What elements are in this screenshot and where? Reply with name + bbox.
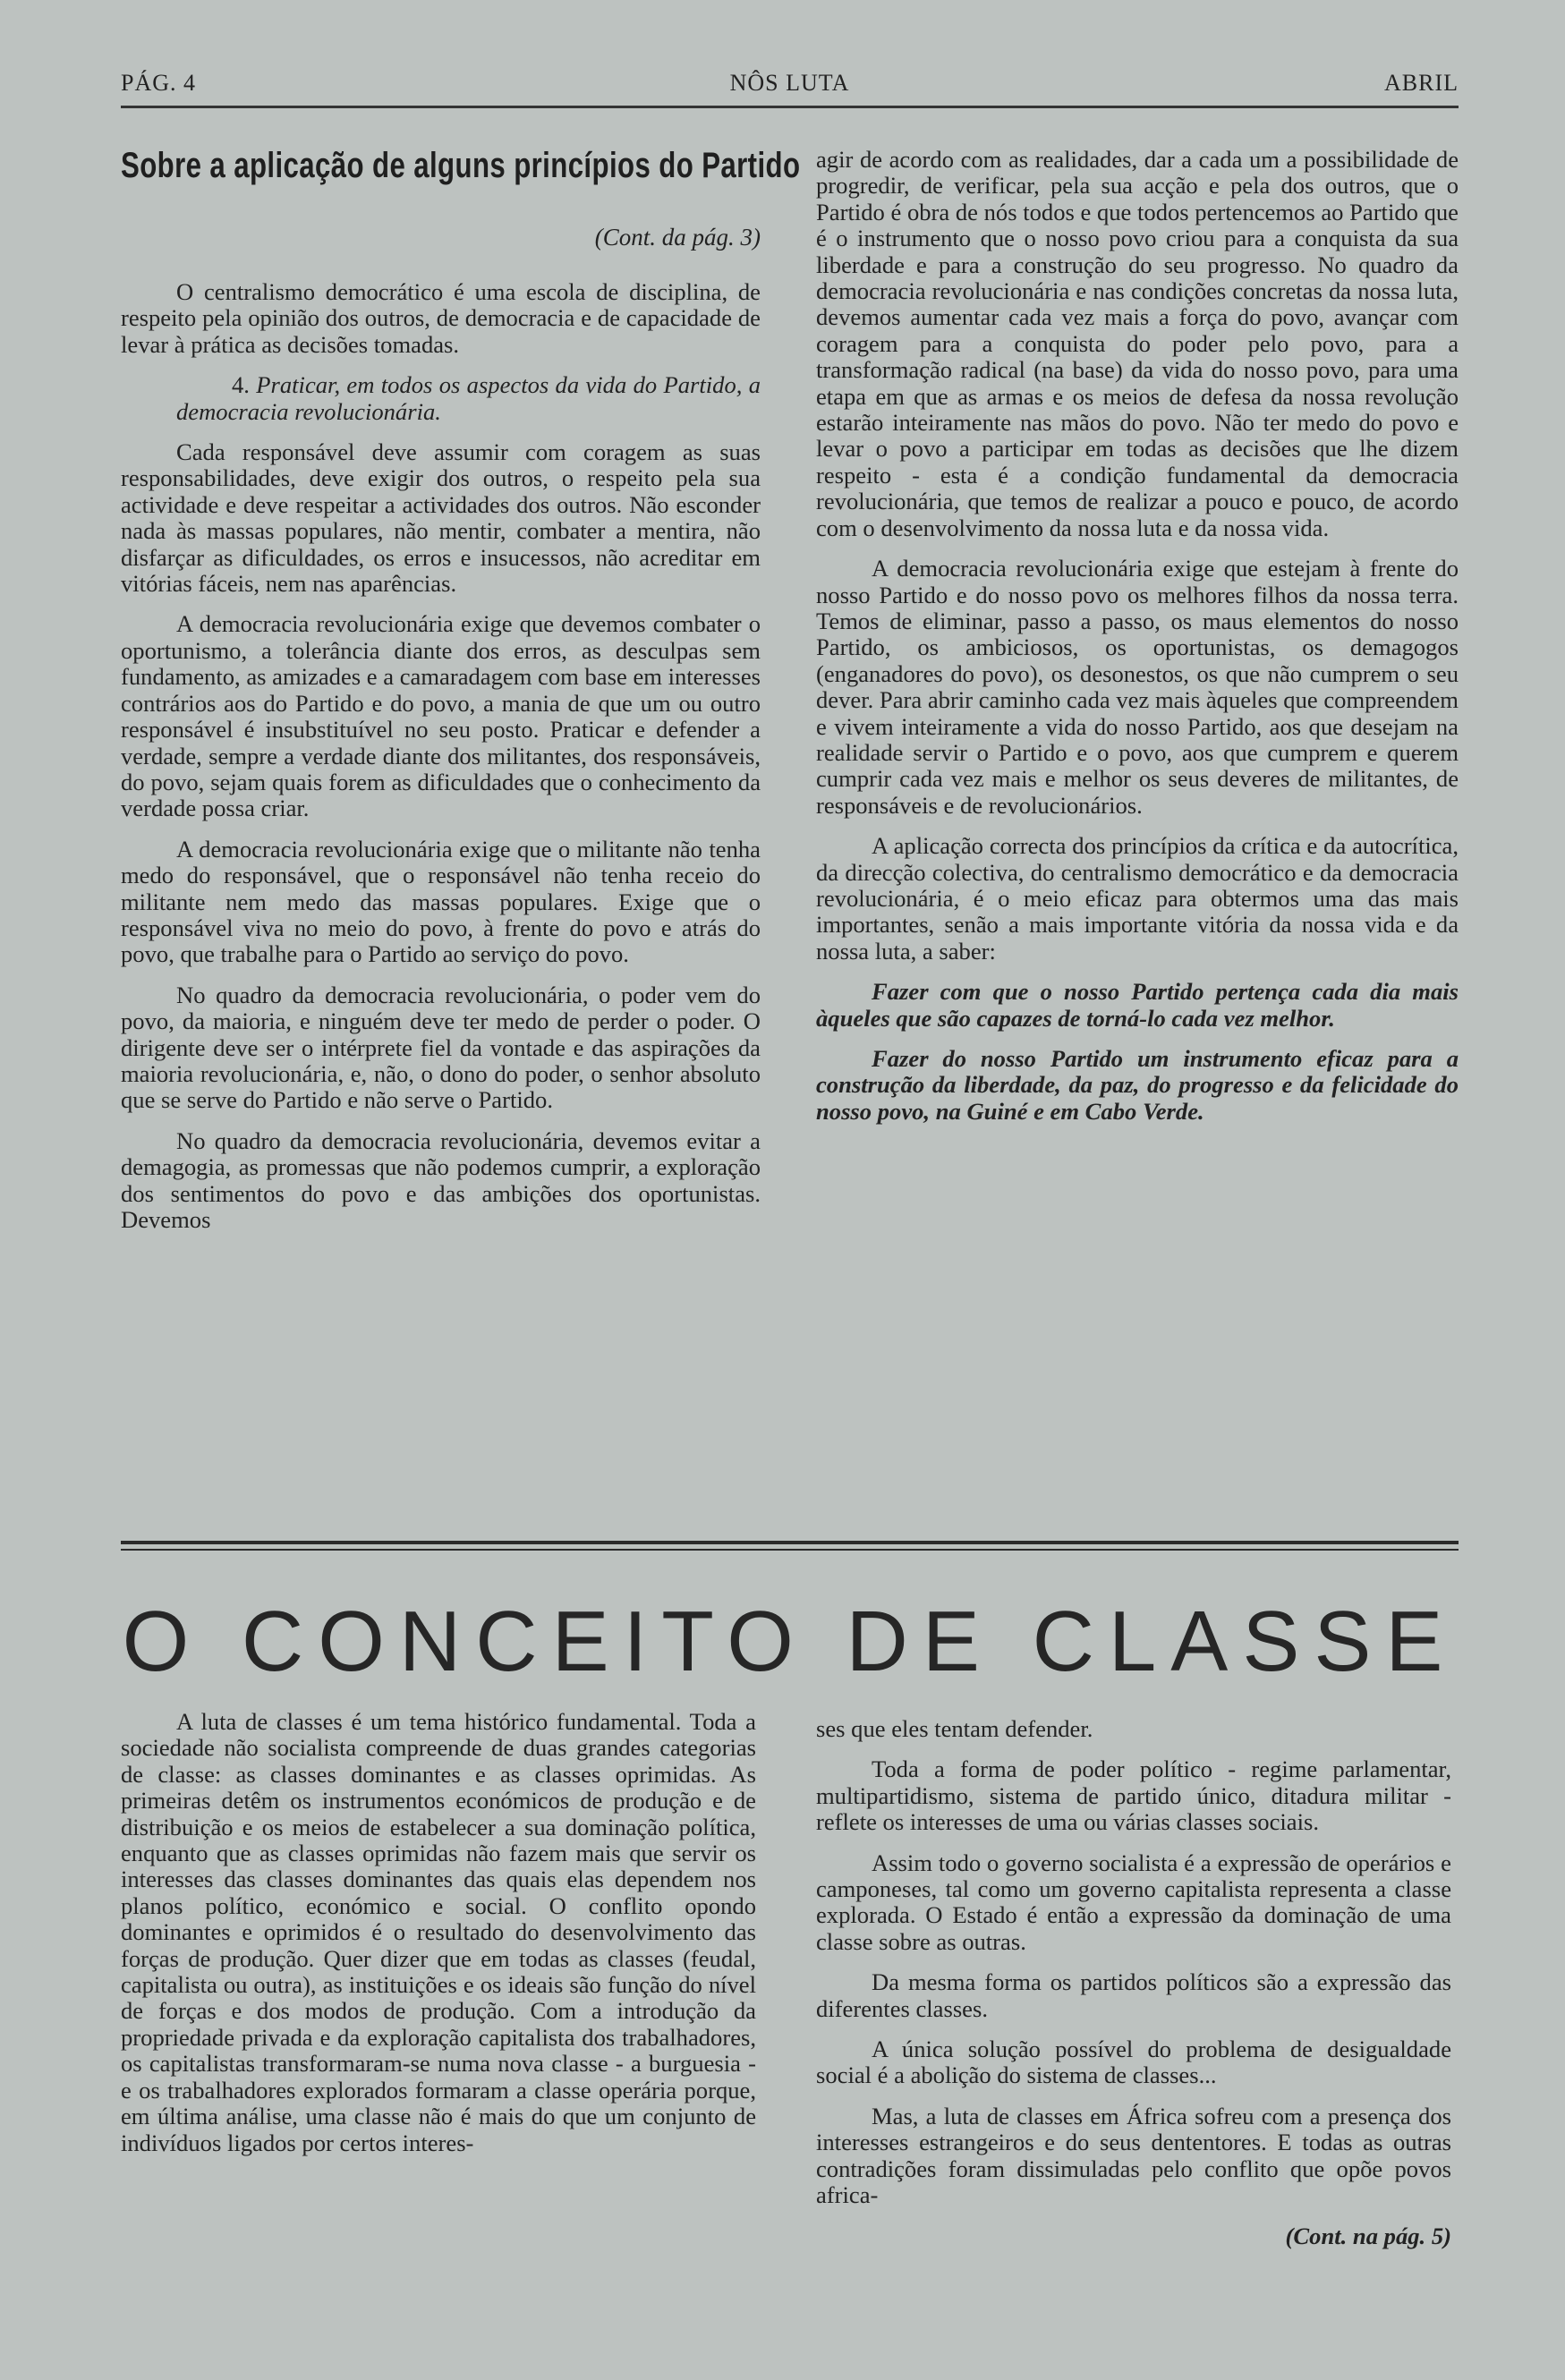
article2-paragraph: Da mesma forma os partidos políticos são a expressão das diferentes classes. [816, 1968, 1451, 2022]
article2-paragraph: A luta de classes é um tema histórico fundamental. Toda a sociedade não socialista compreende de duas grandes categorias de classe: as classes dominantes e as classes oprimidas. As primeiras detêm os instrumentos económicos de produção e de distribuição e os meios de estabelecer a sua dominação política, enquanto que as classes oprimidas não fazem mais que servir os interesses das classes dominantes das quais elas dependem nos planos político, económico e social. O conflito opondo dominantes e oprimidos é o resultado do desenvolvimento das forças de produção. Quer dizer que em todas as classes (feudal, capitalista ou outra), as instituições e os ideais são função do nível de forças e dos modos de produção. Com a introdução da propriedade privada e da exploração capitalista dos trabalhadores, os capitalistas transformaram-se numa nova classe - a burguesia - e os trabalhadores explorados formaram a classe operária porque, em última análise, uma classe não é mais do que um conjunto de indivíduos ligados por certos interes- [121, 1708, 756, 2156]
article2-title: O CONCEITO DE CLASSE [122, 1594, 1458, 1689]
article1-paragraph: A democracia revolucionária exige que devemos combater o oportunismo, a tolerância diante dos erros, as desculpas sem fundamento, as amizades e a camaradagem com base em interesses contrários aos do Partido e do povo, a mania de que um ou outro responsável é insubstituível no seu posto. Praticar e defender a verdade, sempre a verdade diante dos militantes, dos responsáveis, do povo, sejam quais forem as dificuldades que o conhecimento da verdade possa criar. [121, 610, 761, 822]
article1-paragraph: A aplicação correcta dos princípios da crítica e da autocrítica, da direcção colectiva, do centralismo democrático e da democracia revolucionária, é o meio eficaz para obtermos uma das mais importantes, senão a mais importante vitória da nossa vida e da nossa luta, a saber: [816, 832, 1459, 965]
article1-continued-from: (Cont. da pág. 3) [594, 224, 761, 251]
article1-paragraph: Cada responsável deve assumir com coragem as suas responsabilidades, deve exigir dos outros, o respeito pela sua actividade e deve respeitar a actividades dos outros. Não esconder nada às massas populares, não mentir, combater a mentira, não disfarçar as dificuldades, os erros e insucessos, não acreditar em vitórias fáceis, nem nas aparências. [121, 438, 761, 598]
article1-title: Sobre a aplicação de alguns princípios do Partido [121, 146, 801, 185]
article2-right-column [816, 1716, 1451, 2264]
article2-continued-to: (Cont. na pág. 5) [1285, 2222, 1451, 2249]
article2-paragraph: Mas, a luta de classes em África sofreu com a presença dos interesses estrangeiros e do seus dententores. E todas as outras contradições foram dissimuladas pelo conflito que opõe povos africa- [816, 2102, 1451, 2209]
article1-paragraph: No quadro da democracia revolucionária, devemos evitar a demagogia, as promessas que não podemos cumprir, a exploração dos sentimentos do povo e das ambições dos oportunistas. Devemos [121, 1126, 761, 1233]
article1-paragraph: No quadro da democracia revolucionária, o poder vem do povo, da maioria, e ninguém deve ter medo de perder o poder. O dirigente deve ser o intérprete fiel da vontade e das aspirações da maioria revolucionária, e, não, o dono do poder, o senhor absoluto que se serve do Partido e não serve o Partido. [121, 981, 761, 1114]
page-header [121, 70, 1459, 108]
issue-month: ABRIL [1384, 70, 1459, 96]
section-divider-thin [121, 1549, 1459, 1551]
article1-right-column [816, 147, 1459, 1139]
article1-paragraph: A democracia revolucionária exige que o militante não tenha medo do responsável, que o responsável não tenha receio do militante nem medo das massas populares. Exige que o responsável viva no meio do povo, à frente do povo e atrás do povo, que trabalhe para o Partido ao serviço do povo. [121, 835, 761, 968]
article2-paragraph: A única solução possível do problema de desigualdade social é a abolição do sistema de classes... [816, 2036, 1451, 2089]
article1-paragraph: O centralismo democrático é uma escola de disciplina, de respeito pela opinião dos outros, de democracia e de capacidade de levar à prática as decisões tomadas. [121, 278, 761, 358]
article1-paragraph: A democracia revolucionária exige que estejam à frente do nosso Partido e do nosso povo os melhores filhos da nossa terra. Temos de eliminar, passo a passo, os maus elementos do nosso Partido, os ambiciosos, os oportunistas, os demagogos (enganadores do povo), os desonestos, os que não cumprem o seu dever. Para abrir caminho cada vez mais àqueles que compreendem e vivem inteiramente a vida do nosso Partido, aos que desejam na realidade servir o Partido e o povo, aos que cumprem e querem cumprir cada vez mais e melhor os seus deveres de militantes, de responsáveis e de revolucionários. [816, 555, 1459, 819]
newspaper-title: NÔS LUTA [729, 70, 850, 96]
article1-paragraph: agir de acordo com as realidades, dar a cada um a possibilidade de progredir, de verificar, pela sua acção e pela dos outros, que o Partido é obra de nós todos e que todos pertencemos ao Partido que é o instrumento que o nosso povo criou para a conquista da sua liberdade e para a construção do seu progresso. No quadro da democracia revolucionária e nas condições concretas da nossa luta, devemos aumentar cada vez mais a força do povo, avançar com coragem para a conquista do poder pelo povo, para a transformação radical (na base) da vida do nosso povo, para uma etapa em que as armas e os meios de defesa da nossa revolução estarão inteiramente nas mãos do povo. Não ter medo do povo e levar o povo a participar em todas as decisões que lhe dizem respeito - esta é a condição fundamental da democracia revolucionária, que temos de realizar a pouco e pouco, de acordo com o desenvolvimento da nossa luta e da nossa vida. [816, 146, 1459, 541]
article1-left-column [121, 279, 761, 1247]
article2-paragraph: Toda a forma de poder político - regime parlamentar, multipartidismo, sistema de partido único, ditadura militar - reflete os interesses de uma ou várias classes sociais. [816, 1755, 1451, 1836]
article1-quote: Fazer com que o nosso Partido pertença cada dia mais àqueles que são capazes de torná-lo cada vez melhor. [816, 978, 1459, 1032]
article1-quote: Fazer do nosso Partido um instrumento eficaz para a construção da liberdade, da paz, do progresso e da felicidade do nosso povo, na Guiné e em Cabo Verde. [816, 1045, 1459, 1125]
article2-paragraph: Assim todo o governo socialista é a expressão de operários e camponeses, tal como um governo capitalista representa a classe explorada. O Estado é então a expressão da dominação de uma classe sobre as outras. [816, 1849, 1451, 1955]
principle-item-4 [121, 372, 761, 425]
section-divider [121, 1541, 1459, 1544]
article2-paragraph: ses que eles tentam defender. [816, 1715, 1093, 1742]
principle-item-text: Praticar, em todos os aspectos da vida do Partido, a democracia revolucionária. [176, 371, 761, 425]
article2-left-column [121, 1709, 756, 2171]
page-number: PÁG. 4 [121, 70, 197, 96]
principle-item-number: 4. [232, 371, 250, 399]
